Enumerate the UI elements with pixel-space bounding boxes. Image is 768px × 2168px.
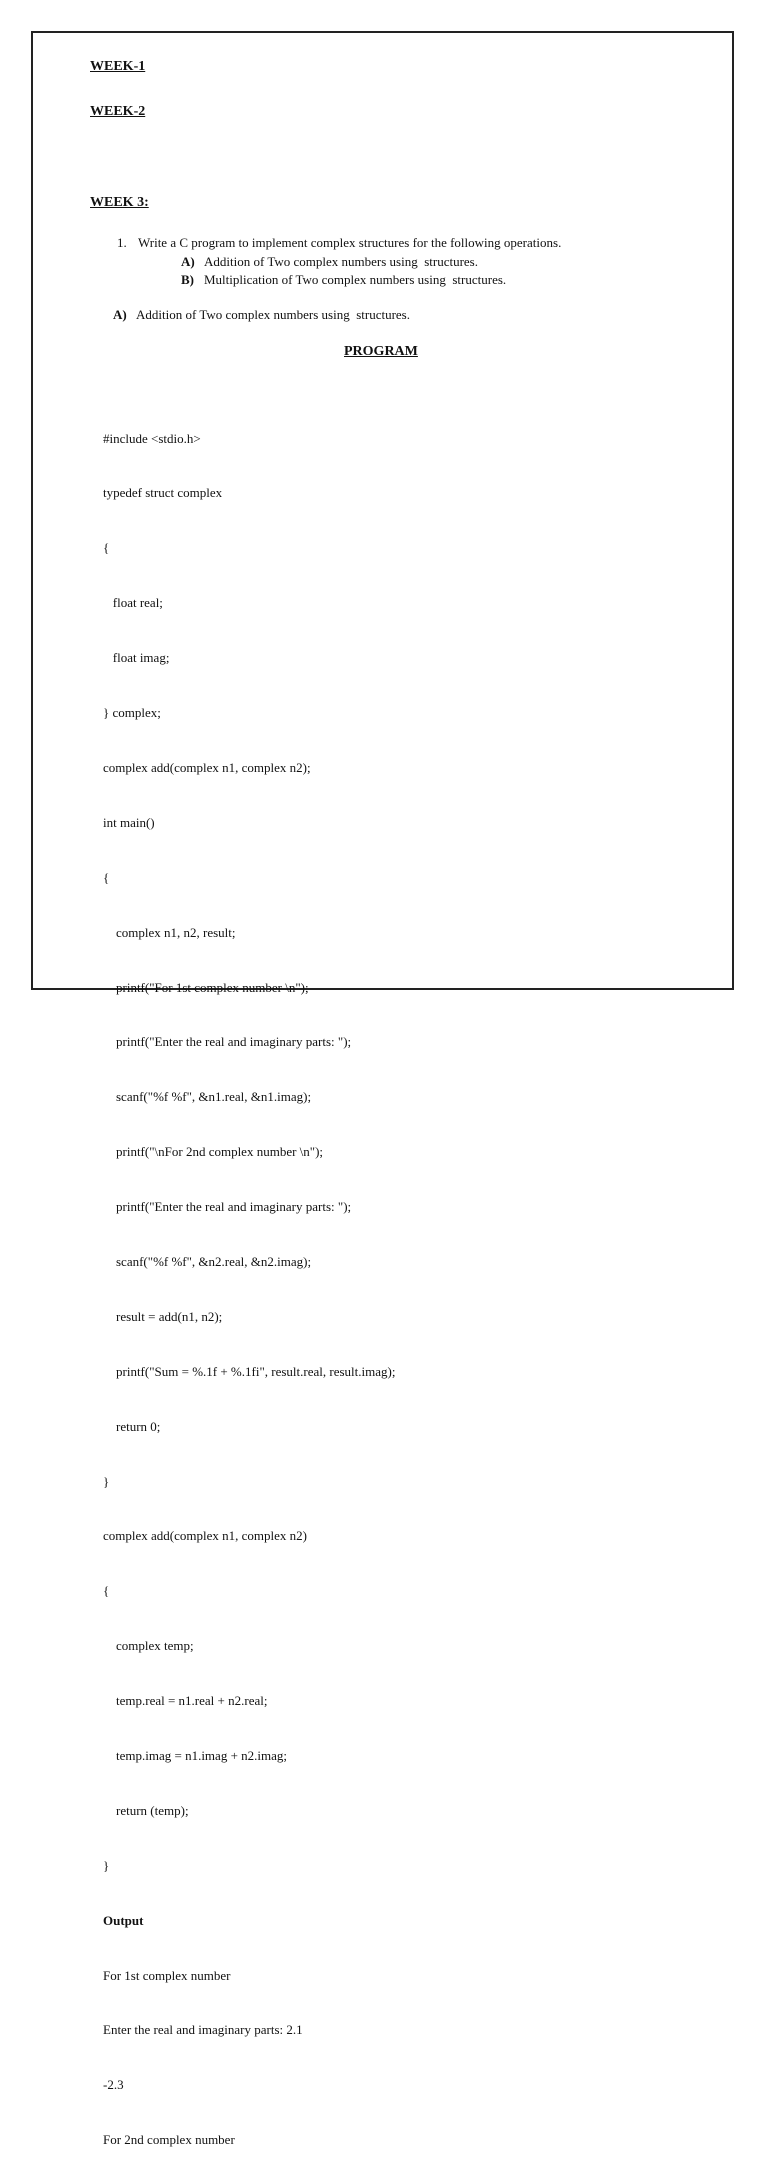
section-label: A) [113, 307, 127, 322]
code-line: scanf("%f %f", &n2.real, &n2.imag); [103, 1253, 312, 1269]
question-item-a-label: A) [181, 254, 195, 269]
code-line: #include <stdio.h> [103, 430, 201, 446]
question-item-b-label: B) [181, 272, 194, 287]
code-line: } [103, 1857, 110, 1873]
code-line: return 0; [103, 1418, 161, 1434]
output-title: Output [103, 1912, 144, 1928]
output-line: Enter the real and imaginary parts: 2.1 [103, 2022, 303, 2038]
code-line: temp.real = n1.real + n2.real; [103, 1693, 268, 1709]
program-title: PROGRAM [344, 344, 418, 359]
heading-week-1: WEEK-1 [90, 59, 146, 74]
code-line: } complex; [103, 705, 161, 721]
question-text: Write a C program to implement complex structures for the following operations. [138, 235, 562, 250]
code-line: complex add(complex n1, complex n2) [103, 1528, 307, 1544]
code-line: printf("Sum = %.1f + %.1fi", result.real, result.imag); [103, 1363, 396, 1379]
code-line: complex n1, n2, result; [103, 924, 236, 940]
code-line: printf("\nFor 2nd complex number \n"); [103, 1144, 324, 1160]
code-line: { [103, 540, 110, 556]
code-line: return (temp); [103, 1802, 189, 1818]
question-item-a-text: Addition of Two complex numbers using structures. [204, 254, 478, 269]
output-line: For 1st complex number [103, 1967, 231, 1983]
code-block [103, 393, 395, 2168]
code-line: complex add(complex n1, complex n2); [103, 759, 311, 775]
code-line: scanf("%f %f", &n1.real, &n1.imag); [103, 1089, 312, 1105]
code-line: { [103, 869, 110, 885]
code-line: printf("For 1st complex number \n"); [103, 979, 309, 995]
question-item-b-text: Multiplication of Two complex numbers using structures. [204, 272, 507, 287]
code-line: { [103, 1583, 110, 1599]
output-line: For 2nd complex number [103, 2132, 235, 2148]
code-line: complex temp; [103, 1638, 194, 1654]
code-line: result = add(n1, n2); [103, 1308, 223, 1324]
code-line: float imag; [103, 650, 170, 666]
code-line: } [103, 1473, 110, 1489]
code-line: typedef struct complex [103, 485, 223, 501]
code-line: printf("Enter the real and imaginary parts: "); [103, 1199, 352, 1215]
section-text: Addition of Two complex numbers using structures. [136, 307, 410, 322]
code-line: printf("Enter the real and imaginary parts: "); [103, 1034, 352, 1050]
question-number: 1. [117, 235, 127, 250]
heading-week-2: WEEK-2 [90, 104, 146, 119]
output-line: -2.3 [103, 2077, 124, 2093]
code-line: temp.imag = n1.imag + n2.imag; [103, 1747, 287, 1763]
code-line: float real; [103, 595, 163, 611]
code-line: int main() [103, 814, 155, 830]
heading-week-3: WEEK 3: [90, 195, 149, 210]
